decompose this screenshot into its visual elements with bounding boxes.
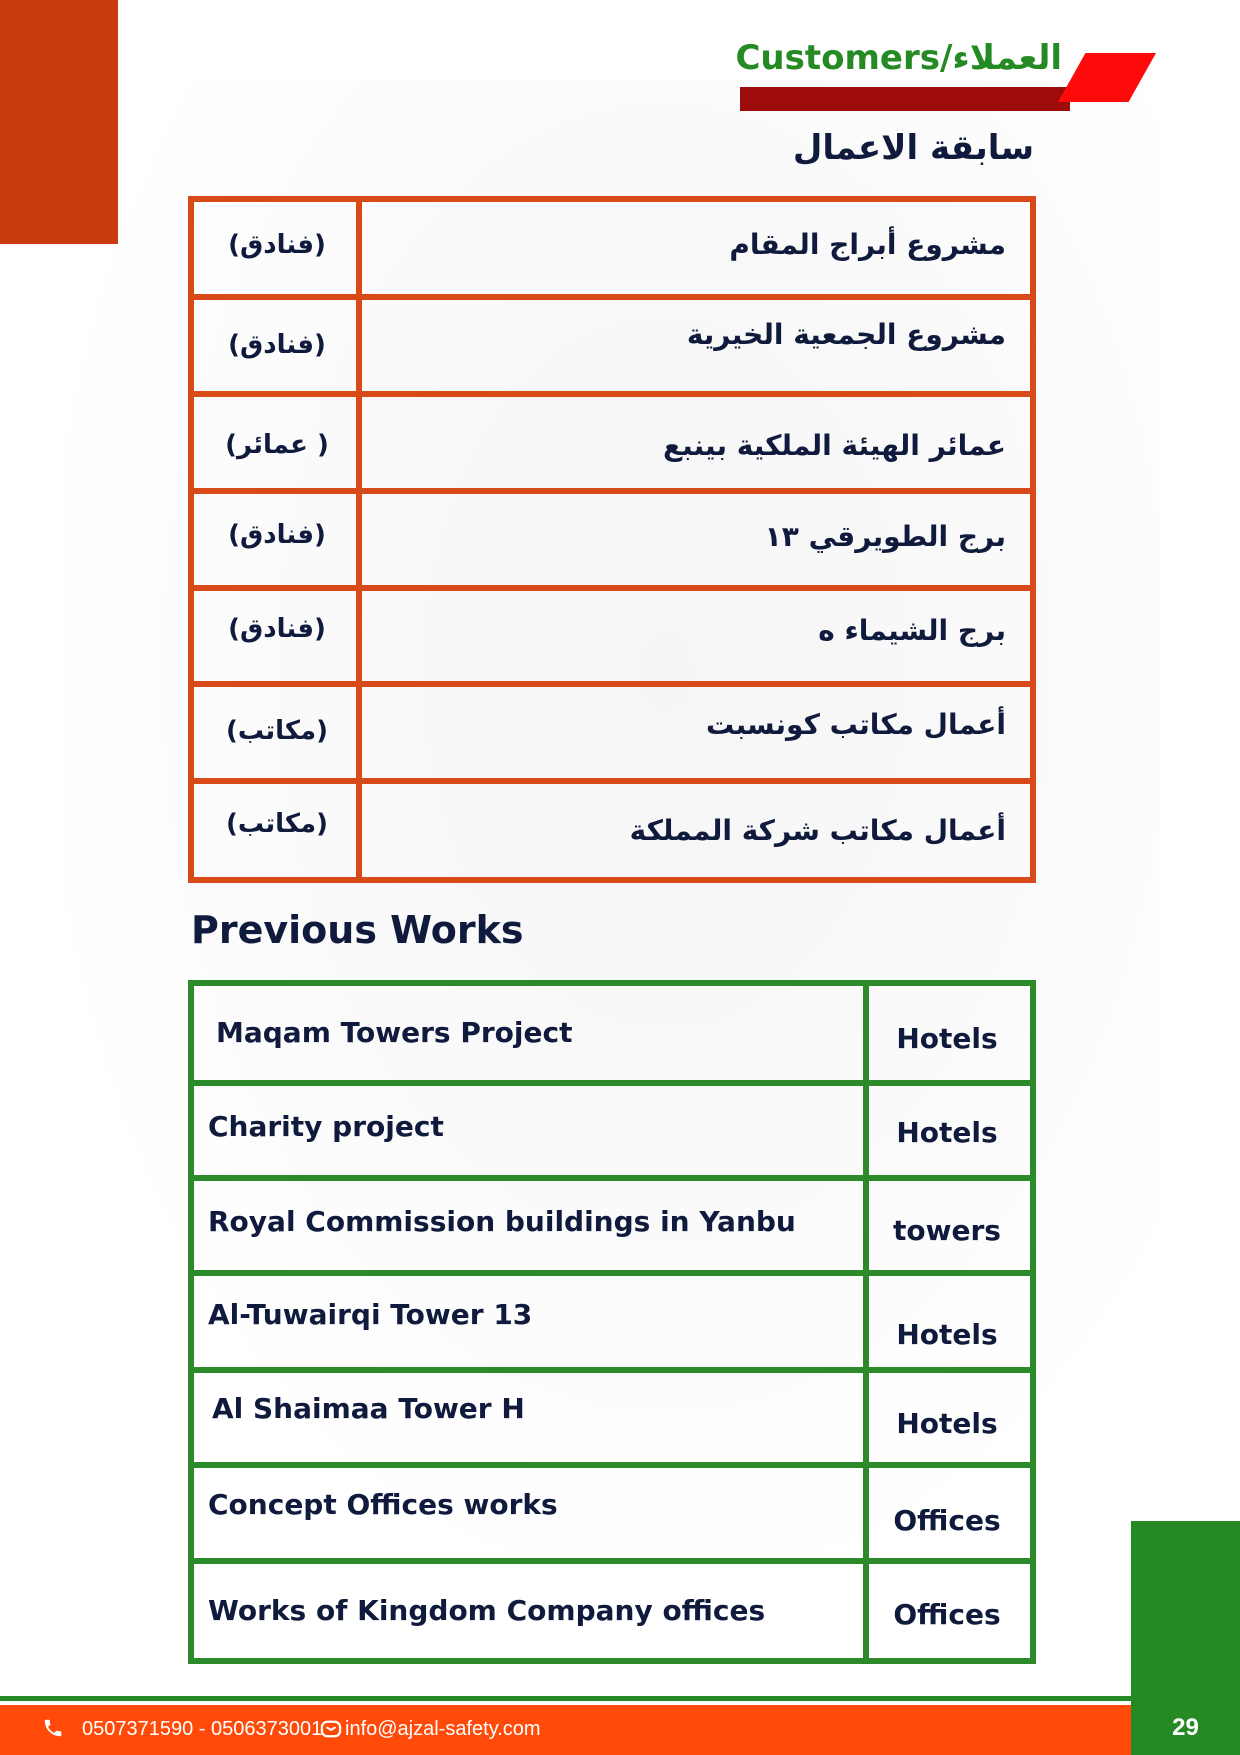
table-row-name: Charity project bbox=[208, 1110, 444, 1143]
table-row-category: (فنادق) bbox=[228, 614, 326, 644]
table-row-category: Hotels bbox=[896, 1022, 998, 1055]
table-row-name: مشروع أبراج المقام bbox=[729, 228, 1006, 261]
table-row-name: برج الشيماء ه bbox=[818, 614, 1006, 647]
arabic-works-table bbox=[188, 196, 1036, 883]
row-divider bbox=[194, 681, 1030, 687]
table-row-category: towers bbox=[893, 1214, 1001, 1247]
table-row-category: (مكاتب) bbox=[225, 716, 329, 746]
row-divider bbox=[194, 1270, 1030, 1276]
row-divider bbox=[194, 1175, 1030, 1181]
table-row-name: عمائر الهيئة الملكية بينبع bbox=[663, 429, 1006, 462]
table-row-name: Al Shaimaa Tower H bbox=[212, 1392, 525, 1425]
table-row-category: Hotels bbox=[896, 1407, 998, 1440]
table-row-category: Hotels bbox=[896, 1116, 998, 1149]
page-title: Customers/العملاء bbox=[735, 38, 1062, 78]
title-underline-bar bbox=[740, 87, 1070, 111]
table-row-category: Offices bbox=[893, 1598, 1001, 1631]
table-row-category: (فنادق) bbox=[228, 230, 326, 260]
table-row-name: Maqam Towers Project bbox=[216, 1016, 573, 1049]
table-row-category: (فنادق) bbox=[228, 330, 326, 360]
phone-icon bbox=[42, 1717, 64, 1739]
footer-divider-line bbox=[0, 1696, 1131, 1701]
table-row-name: Works of Kingdom Company offices bbox=[208, 1594, 766, 1627]
english-section-heading: Previous Works bbox=[191, 908, 524, 952]
table-row-name: أعمال مكاتب كونسبت bbox=[705, 708, 1006, 741]
arabic-section-heading: سابقة الاعمال bbox=[792, 128, 1034, 168]
row-divider bbox=[194, 778, 1030, 784]
column-divider bbox=[356, 202, 362, 877]
row-divider bbox=[194, 488, 1030, 494]
row-divider bbox=[194, 585, 1030, 591]
table-row-category: Hotels bbox=[896, 1318, 998, 1351]
table-row-name: Royal Commission buildings in Yanbu bbox=[208, 1205, 796, 1238]
footer-email-link[interactable]: info@ajzal-safety.com bbox=[345, 1718, 541, 1740]
table-row-name: Al-Tuwairqi Tower 13 bbox=[208, 1298, 533, 1331]
table-row-category: (فنادق) bbox=[228, 520, 326, 550]
english-works-table bbox=[188, 980, 1036, 1664]
page-number: 29 bbox=[1172, 1714, 1199, 1741]
row-divider bbox=[194, 294, 1030, 300]
email-icon bbox=[320, 1719, 342, 1739]
table-row-category: (مكاتب) bbox=[225, 809, 329, 839]
row-divider bbox=[194, 1367, 1030, 1373]
footer-phone-numbers: 0507371590 - 0506373001 bbox=[82, 1718, 323, 1740]
table-row-name: أعمال مكاتب شركة المملكة bbox=[629, 814, 1006, 847]
row-divider bbox=[194, 1462, 1030, 1468]
table-row-name: Concept Offices works bbox=[208, 1488, 558, 1521]
row-divider bbox=[194, 391, 1030, 397]
table-row-category: Offices bbox=[893, 1504, 1001, 1537]
row-divider bbox=[194, 1558, 1030, 1564]
table-row-name: مشروع الجمعية الخيرية bbox=[686, 318, 1006, 351]
top-left-corner-block bbox=[0, 0, 118, 244]
row-divider bbox=[194, 1080, 1030, 1086]
table-row-category: ( عمائر) bbox=[225, 430, 329, 460]
table-row-name: برج الطويرقي ١٣ bbox=[764, 520, 1006, 553]
